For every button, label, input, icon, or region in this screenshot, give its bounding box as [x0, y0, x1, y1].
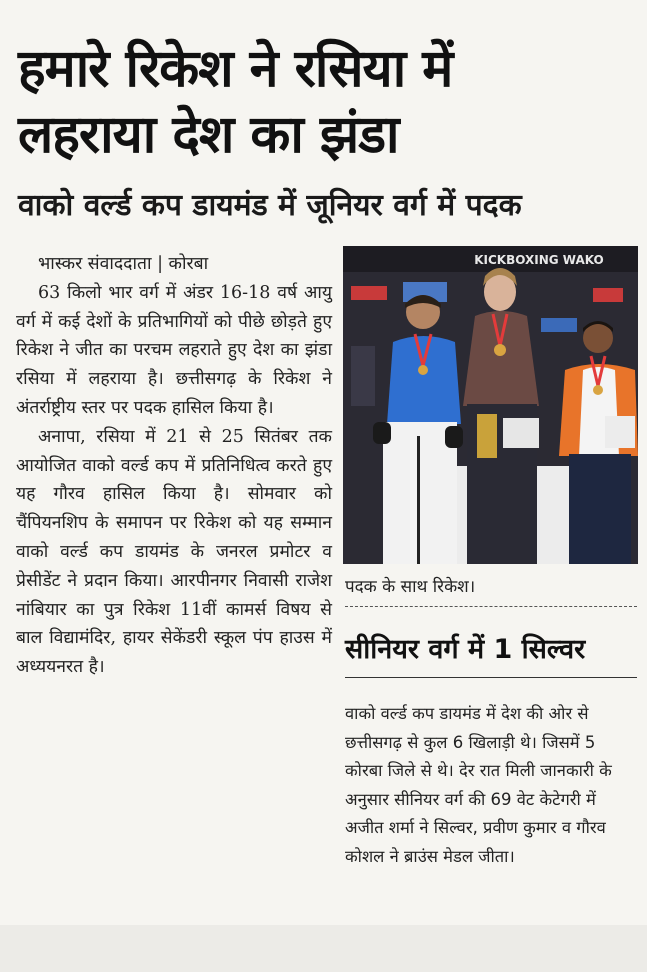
- subheadline: वाको वर्ल्ड कप डायमंड में जूनियर वर्ग में पदक: [18, 188, 522, 223]
- athlete-left-trouser-stripe: [417, 436, 420, 564]
- sponsor-board: [593, 288, 623, 302]
- sidebar-body: वाको वर्ल्ड कप डायमंड में देश की ओर से छत्तीसगढ़ से कुल 6 खिलाड़ी थे। जिसमें 5 कोरबा जिले से थे। देर रात मिली जानकारी के अनुसार सीनियर वर्ग की 69 वेट केटेगरी में अजीत शर्मा ने सिल्वर, प्रवीण कुमार व गौरव कोशल ने ब्राउंस मेडल जीता।: [345, 704, 612, 866]
- banner-text: KICKBOXING WAKO: [474, 253, 604, 267]
- news-photo: [343, 246, 638, 564]
- sponsor-board: [541, 318, 577, 332]
- athlete-left-shirt: [387, 336, 461, 424]
- byline: भास्कर संवाददाता | कोरबा: [38, 254, 209, 274]
- caption-divider: [345, 606, 637, 607]
- photo-caption: पदक के साथ रिकेश।: [345, 577, 476, 597]
- headline: [18, 36, 638, 168]
- athlete-right-trousers: [569, 454, 631, 564]
- certificate: [503, 418, 539, 448]
- page-bottom-margin: [0, 925, 647, 972]
- sidebar-rule: [345, 677, 637, 678]
- athlete-left-medal: [418, 365, 428, 375]
- sponsor-board: [351, 286, 387, 300]
- athlete-center-medal: [494, 344, 506, 356]
- article-paragraph-2: अनापा, रसिया में 21 से 25 सितंबर तक आयोजित वाको वर्ल्ड कप में प्रतिनिधित्व करते हुए यह गौरव हासिल किया है। सोमवार को चैंपियनशिप के समापन पर रिकेश को यह सम्मान वाको वर्ल्ड कप डायमंड के जनरल प्रमोटर व प्रेसीडेंट ने प्रदान किया। आरपीनगर निवासी राजेश नांबियार का पुत्र रिकेश 11वीं कामर्स विषय से बाल विद्यामंदिर, हायर सेकेंडरी स्कूल पंप हाउस में अध्ययनरत है।: [16, 426, 332, 678]
- athlete-left-glove: [445, 426, 463, 448]
- sidebar-title: सीनियर वर्ग में 1 सिल्वर: [345, 634, 586, 665]
- article-body: [16, 250, 332, 682]
- headline-line-2: लहराया देश का झंडा: [18, 105, 399, 165]
- trophy: [477, 414, 497, 458]
- athlete-left-glove: [373, 422, 391, 444]
- headline-line-1: हमारे रिकेश ने रसिया में: [18, 39, 453, 99]
- athlete-right-medal: [593, 385, 603, 395]
- athlete-center-shirt: [463, 311, 539, 406]
- article-paragraph-1: 63 किलो भार वर्ग में अंडर 16-18 वर्ष आयु वर्ग में कई देशों के प्रतिभागियों को पीछे छोड़ते हुए रिकेश ने जीत का परचम लहराते हुए देश का झंडा रसिया में लहराया है। छत्तीसगढ़ के रिकेश ने अंतर्राष्ट्रीय स्तर पर पदक हासिल किया है।: [16, 282, 332, 418]
- sponsor-board: [351, 346, 375, 406]
- certificate: [605, 416, 635, 448]
- photo-illustration: [343, 246, 638, 564]
